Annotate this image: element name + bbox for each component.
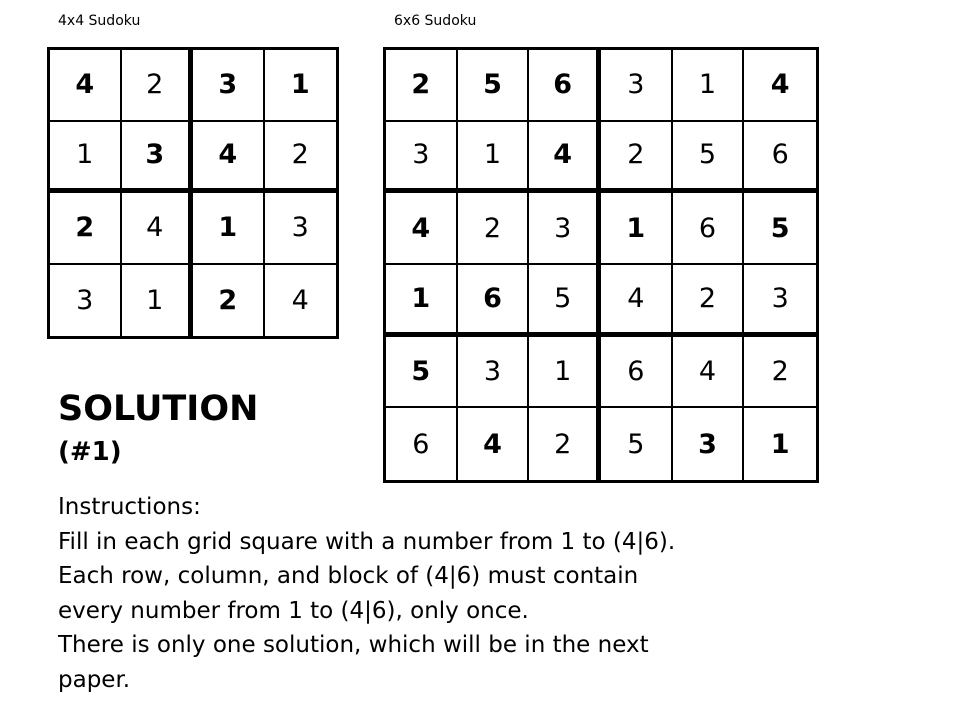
instructions-line: There is only one solution, which will be in the next	[58, 632, 649, 658]
sudoku-grid-6x6	[383, 47, 819, 483]
sudoku-cell: 2	[122, 50, 194, 122]
sudoku-cell: 2	[601, 122, 673, 194]
sudoku-cell: 2	[265, 122, 337, 194]
sudoku-cell: 6	[673, 193, 745, 265]
sudoku-cell: 3	[193, 50, 265, 122]
sudoku-cell: 3	[673, 408, 745, 480]
instructions-line: Fill in each grid square with a number from 1 to (4|6).	[58, 528, 676, 555]
sudoku-cell: 1	[50, 122, 122, 194]
sudoku-cell: 5	[744, 193, 816, 265]
solution-number: (#1)	[58, 437, 122, 467]
sudoku-cell: 5	[529, 265, 601, 337]
sudoku-cell: 3	[744, 265, 816, 337]
sudoku-cell: 4	[601, 265, 673, 337]
puzzle-label-4x4: 4x4 Sudoku	[58, 13, 141, 29]
sudoku-grid-4x4	[47, 47, 339, 339]
instructions-line: Each row, column, and block of (4|6) must contain	[58, 563, 639, 589]
sudoku-cell: 4	[744, 50, 816, 122]
sudoku-cell: 6	[601, 337, 673, 409]
sudoku-cell: 4	[386, 193, 458, 265]
sudoku-cell: 6	[458, 265, 530, 337]
sudoku-cell: 1	[529, 337, 601, 409]
sudoku-cell: 3	[50, 265, 122, 337]
sudoku-cell: 5	[673, 122, 745, 194]
sudoku-cell: 2	[673, 265, 745, 337]
sudoku-cell: 2	[458, 193, 530, 265]
sudoku-cell: 3	[601, 50, 673, 122]
sudoku-cell: 4	[291, 284, 309, 316]
sudoku-cell: 1	[601, 193, 673, 265]
sudoku-cell: 2	[193, 265, 265, 337]
sudoku-cell: 3	[386, 122, 458, 194]
instructions-heading: Instructions:	[58, 494, 201, 520]
instructions	[58, 490, 938, 697]
sudoku-cell: 5	[601, 408, 673, 480]
sudoku-cell: 1	[458, 122, 530, 194]
sudoku-cell: 2	[50, 193, 122, 265]
sudoku-cell: 5	[386, 337, 458, 409]
sudoku-cell: 2	[529, 408, 601, 480]
sudoku-cell: 3	[529, 193, 601, 265]
sudoku-cell: 2	[386, 50, 458, 122]
sudoku-cell: 4	[458, 408, 530, 480]
sudoku-cell: 1	[193, 193, 265, 265]
instructions-line: paper.	[58, 666, 131, 693]
sudoku-cell: 1	[770, 428, 790, 460]
sudoku-cell: 4	[529, 122, 601, 194]
sudoku-cell: 4	[193, 122, 265, 194]
sudoku-cell: 1	[673, 50, 745, 122]
solution-title: SOLUTION	[58, 389, 259, 429]
sudoku-cell: 4	[122, 193, 194, 265]
sudoku-cell: 1	[122, 265, 194, 337]
sudoku-cell: 2	[744, 337, 816, 409]
sudoku-cell: 5	[458, 50, 530, 122]
sudoku-cell: 6	[386, 408, 458, 480]
sudoku-cell: 4	[50, 50, 122, 122]
sudoku-cell: 6	[529, 50, 601, 122]
sudoku-cell: 3	[122, 122, 194, 194]
puzzle-label-6x6: 6x6 Sudoku	[394, 13, 477, 29]
sudoku-cell: 3	[458, 337, 530, 409]
instructions-line: every number from 1 to (4|6), only once.	[58, 597, 529, 624]
sudoku-cell: 1	[386, 265, 458, 337]
sudoku-cell: 3	[265, 193, 337, 265]
sudoku-cell: 1	[265, 50, 337, 122]
sudoku-cell: 6	[744, 122, 816, 194]
sudoku-cell: 4	[673, 337, 745, 409]
